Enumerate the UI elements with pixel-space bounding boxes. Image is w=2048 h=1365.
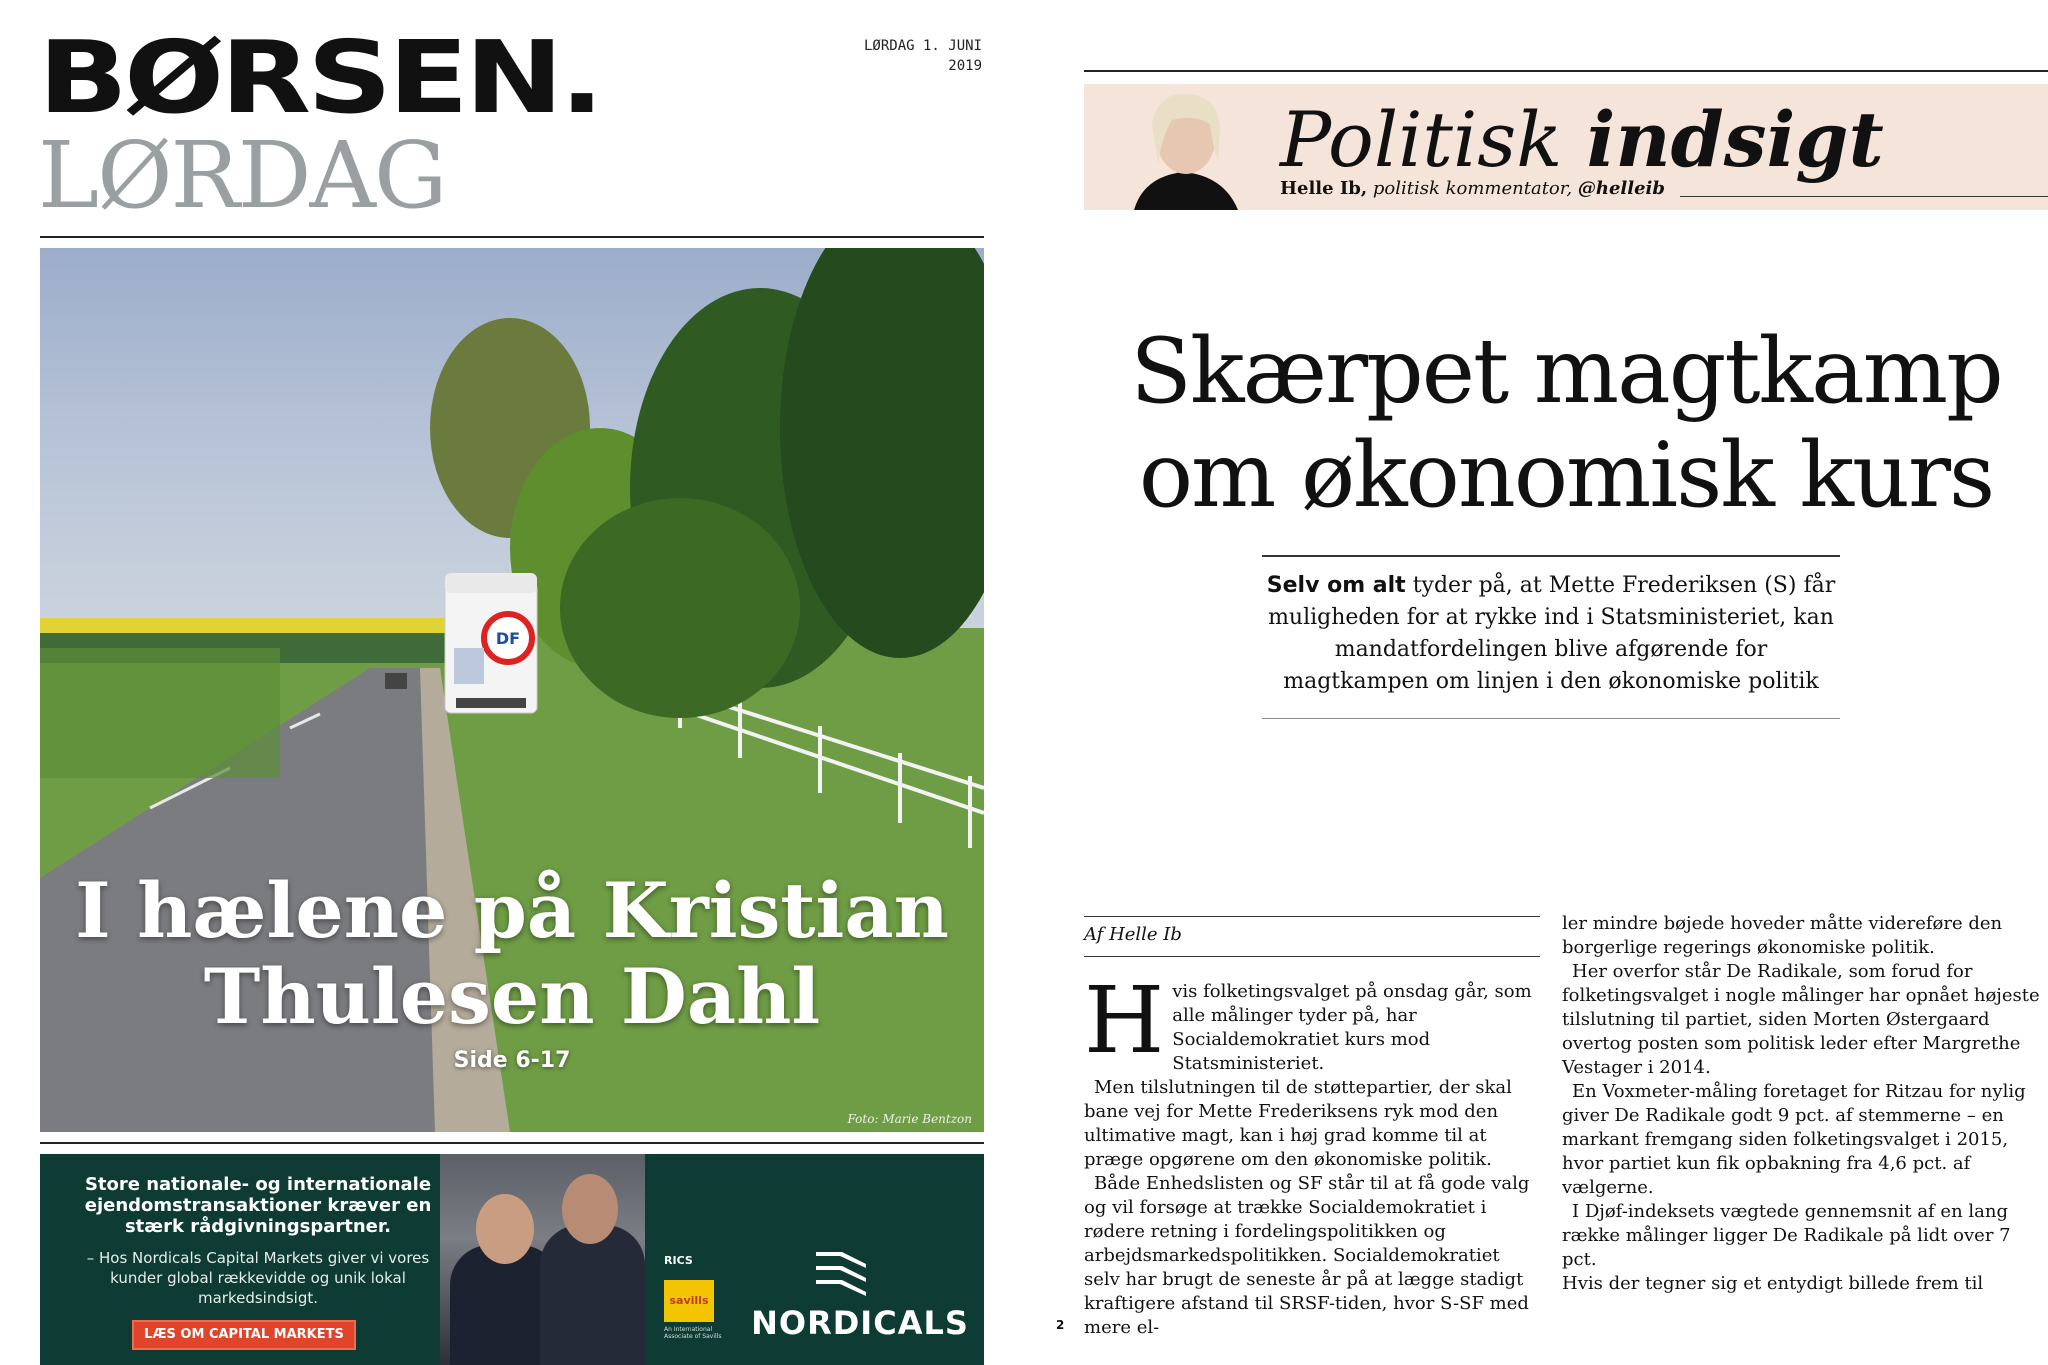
cover-page-reference: Side 6-17: [453, 1048, 571, 1073]
page-number: 2: [1056, 1318, 1065, 1332]
nordicals-logo-icon: [816, 1252, 866, 1296]
ad-body-text: – Hos Nordicals Capital Markets giver vi vores kunder global rækkevidde og unik lokal markedsindsigt.: [86, 1249, 430, 1307]
columnist-handle[interactable]: @helleib: [1577, 178, 1665, 199]
cover-divider: [40, 1142, 984, 1144]
paragraph: vis folketingsvalget på onsdag går, som alle målinger tyder på, har Socialdemokratiet kurs mod Statsministeriet.: [1172, 981, 1532, 1074]
paragraph: Men tilslutningen til de støttepartier, der skal bane vej for Mette Frederiksens ryk mod den ultimative magt, kan i høj grad komme til at præge opgørene om den økonomiske politik.: [1084, 1077, 1512, 1170]
drop-cap: H: [1084, 967, 1165, 1074]
photo-credit: Foto: Marie Bentzon: [847, 1112, 972, 1126]
columnist-portrait: [1114, 84, 1254, 210]
paragraph: Her overfor står De Radikale, som forud for folketingsvalget i nogle målinger har opnået højeste tilslutning til partiet, siden Morten Østergaard overtog posten som politisk leder efter Margrethe Vestager i 2014.: [1562, 961, 2040, 1078]
nordicals-ad-banner[interactable]: [40, 1154, 984, 1365]
article-headline-line2: om økonomisk kurs: [1138, 423, 1994, 528]
article-byline: Af Helle Ib: [1084, 924, 1182, 945]
cover-headline-line2: Thulesen Dahl: [203, 952, 821, 1041]
lead-text: tyder på, at Mette Frederiksen (S) får muligheden for at rykke ind i Statsministeriet, kan mandatfordelingen blive afgørende for magtkampen om linjen i den økonomiske politik: [1268, 573, 1836, 694]
issue-date-day: LØRDAG 1. JUNI: [863, 38, 982, 54]
column-title-regular: Politisk: [1280, 95, 1563, 184]
article-lead: [1262, 570, 1840, 698]
columnist-name: Helle Ib,: [1280, 178, 1368, 199]
lead-kicker: Selv om alt: [1266, 573, 1406, 598]
paragraph: ler mindre bøjede hoveder måtte videreføre den borgerlige regerings økonomiske politik.: [1562, 913, 2003, 958]
byline-rule-top: [1084, 916, 1540, 917]
article-headline: [1084, 320, 2048, 528]
columnist-role: politisk kommentator,: [1372, 178, 1573, 199]
columnist-byline: [1280, 178, 1665, 199]
paragraph: I Djøf-indeksets vægtede gennemsnit af en lang række målinger ligger De Radikale på lidt over 7 pct.: [1562, 1201, 2011, 1270]
nordicals-brand: NORDICALS: [751, 1304, 969, 1342]
ad-photo-businessmen: [440, 1154, 645, 1365]
ad-cta-button[interactable]: LÆS OM CAPITAL MARKETS: [132, 1320, 356, 1350]
column-title: [1280, 92, 1884, 188]
issue-date: [782, 36, 982, 76]
masthead-title: BØRSEN.: [38, 18, 601, 136]
article-headline-line1: Skærpet magtkamp: [1130, 319, 2002, 424]
inside-page: [1030, 0, 2048, 1365]
lead-rule-top: [1262, 555, 1840, 557]
lead-rule-bottom: [1262, 718, 1840, 719]
issue-date-year: 2019: [948, 58, 982, 74]
column-header-band: [1084, 84, 2048, 210]
masthead-subtitle: LØRDAG: [38, 122, 446, 229]
motorhome-logo: DF: [495, 629, 521, 648]
article-column-2: [1562, 912, 2048, 1296]
paragraph: Hvis der tegner sig et entydigt billede frem til: [1562, 1273, 1984, 1294]
ad-headline: Store nationale- og internationale ejendomstransaktioner kræver en stærk rådgivningspartner.: [84, 1174, 432, 1237]
masthead-divider: [40, 236, 984, 238]
top-divider: [1084, 70, 2048, 72]
cover-headline: [40, 868, 984, 1040]
paragraph: Både Enhedslisten og SF står til at få gode valg og vil forsøge at trække Socialdemokratiet i rødere retning i fordelingspolitikken og arbejdsmarkedspolitikken. Socialdemokratiet selv har brugt de seneste år på at lægge stadigt kraftigere afstand til SRSF-tiden, hvor S-SF med mere el-: [1084, 1173, 1530, 1338]
cover-headline-line1: I hælene på Kristian: [75, 866, 949, 955]
paragraph: En Voxmeter-måling foretaget for Ritzau for nylig giver De Radikale godt 9 pct. af stemmerne – en markant fremgang siden folketingsvalget i 2015, hvor partiet kun fik opbakning fra 4,6 pct. af vælgerne.: [1562, 1081, 2026, 1198]
byline-rule-bottom: [1084, 956, 1540, 957]
savills-logo: savills: [664, 1280, 714, 1322]
cover-photo[interactable]: [40, 248, 984, 1132]
column-title-bold: indsigt: [1586, 95, 1884, 184]
savills-caption: An International Associate of Savills: [664, 1326, 722, 1340]
article-column-1: [1084, 967, 1540, 1340]
rics-logo: RICS: [664, 1254, 693, 1267]
byline-band-rule: [1680, 196, 2048, 197]
front-page: [0, 0, 1010, 1365]
